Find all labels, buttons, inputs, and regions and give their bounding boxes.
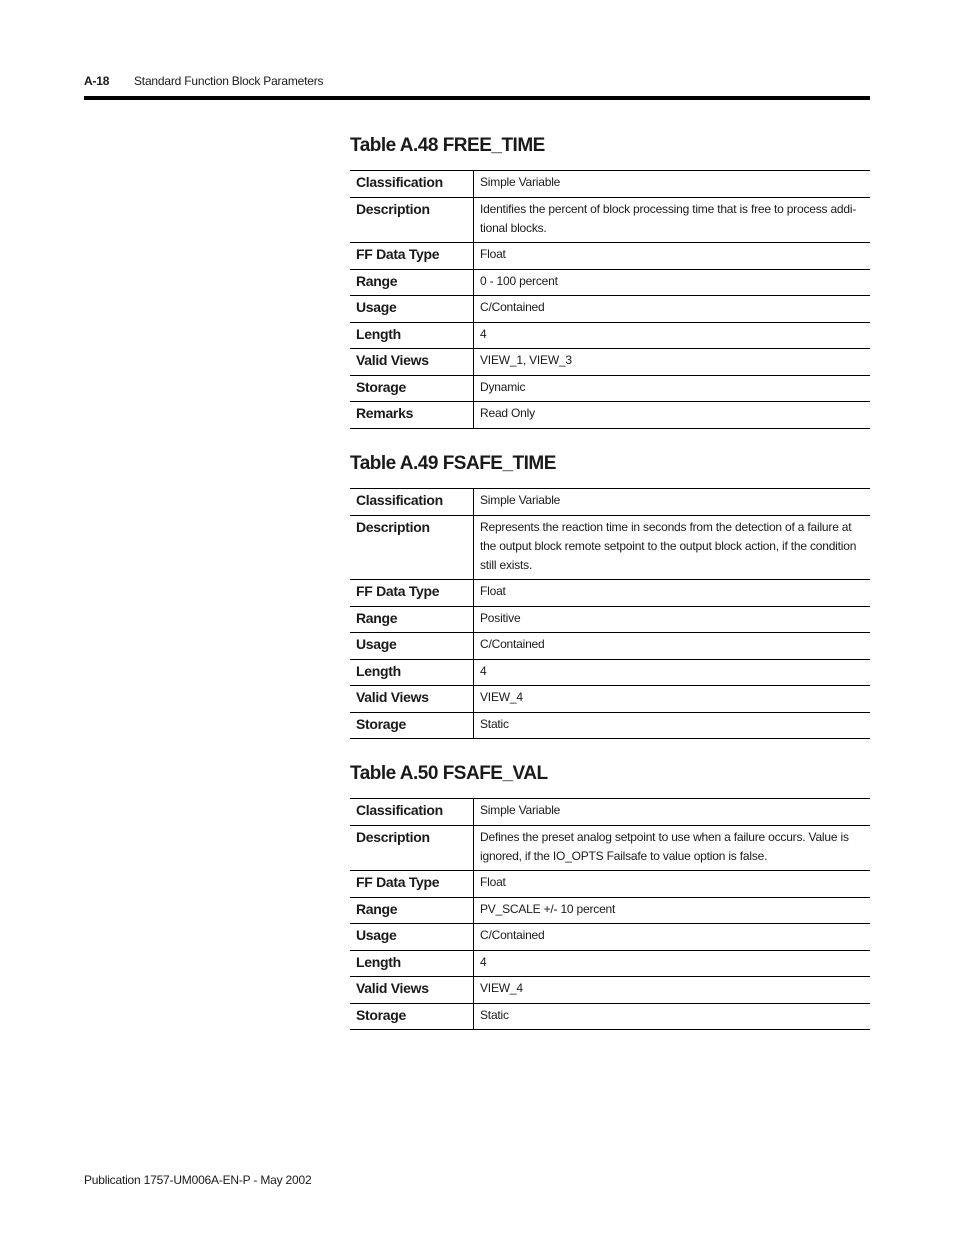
row-key: Valid Views [350, 686, 474, 713]
row-key: Length [350, 951, 474, 977]
row-key: Description [350, 826, 474, 871]
table-title: Table A.50 FSAFE_VAL [350, 763, 548, 784]
row-key: Classification [350, 171, 474, 198]
row-value: Represents the reaction time in seconds from the detection of a failure at the output block remote setpoint to the output block action, if the condition still exists. [474, 516, 871, 580]
table-row [350, 376, 870, 402]
section-title: Standard Function Block Parameters [134, 74, 324, 88]
row-key: Range [350, 898, 474, 924]
row-key: Length [350, 323, 474, 349]
table-row [350, 713, 870, 739]
table-row [350, 977, 870, 1004]
row-value: Static [474, 713, 871, 739]
row-value: C/Contained [474, 296, 871, 323]
table-row [350, 898, 870, 924]
param-table [350, 170, 870, 429]
row-key: Range [350, 607, 474, 633]
table-row [350, 686, 870, 713]
table-row [350, 951, 870, 977]
row-value: VIEW_4 [474, 977, 871, 1004]
table-row [350, 871, 870, 898]
row-key: Valid Views [350, 977, 474, 1004]
row-value: Simple Variable [474, 799, 871, 826]
row-key: FF Data Type [350, 871, 474, 898]
row-value: 4 [474, 951, 871, 977]
row-key: Remarks [350, 402, 474, 429]
header-rule [84, 96, 870, 100]
param-table [350, 798, 870, 1030]
table-row [350, 198, 870, 243]
row-key: Storage [350, 1004, 474, 1030]
row-key: Storage [350, 713, 474, 739]
table-row [350, 349, 870, 376]
row-value: Read Only [474, 402, 871, 429]
table-row [350, 607, 870, 633]
row-key: Usage [350, 633, 474, 660]
table-row [350, 799, 870, 826]
row-value: C/Contained [474, 924, 871, 951]
row-value: VIEW_4 [474, 686, 871, 713]
table-fsafe-time [350, 452, 870, 739]
table-row [350, 660, 870, 686]
row-key: Length [350, 660, 474, 686]
row-value: 4 [474, 660, 871, 686]
row-value: Defines the preset analog setpoint to use when a failure occurs. Value is ignored, if the IO_OPTS Failsafe to value option is false. [474, 826, 871, 871]
row-value: PV_SCALE +/- 10 percent [474, 898, 871, 924]
table-title: Table A.49 FSAFE_TIME [350, 453, 556, 474]
row-key: Usage [350, 924, 474, 951]
table-row [350, 243, 870, 270]
table-row [350, 924, 870, 951]
row-value: VIEW_1, VIEW_3 [474, 349, 871, 376]
row-value: Positive [474, 607, 871, 633]
table-row [350, 323, 870, 349]
param-table [350, 488, 870, 739]
row-value: Simple Variable [474, 171, 871, 198]
row-value: Dynamic [474, 376, 871, 402]
row-value: Static [474, 1004, 871, 1030]
table-free-time [350, 134, 870, 429]
row-value: 0 - 100 percent [474, 270, 871, 296]
table-row [350, 633, 870, 660]
table-row [350, 402, 870, 429]
table-row [350, 1004, 870, 1030]
table-fsafe-val [350, 762, 870, 1030]
table-row [350, 826, 870, 871]
row-key: Usage [350, 296, 474, 323]
row-key: Description [350, 516, 474, 580]
row-key: FF Data Type [350, 243, 474, 270]
table-title: Table A.48 FREE_TIME [350, 135, 545, 156]
table-row [350, 489, 870, 516]
row-value: C/Contained [474, 633, 871, 660]
row-key: Description [350, 198, 474, 243]
table-row [350, 296, 870, 323]
row-key: Range [350, 270, 474, 296]
table-row [350, 270, 870, 296]
row-value: Float [474, 243, 871, 270]
table-row [350, 516, 870, 580]
row-value: Identifies the percent of block processing time that is free to process addi-tional blocks. [474, 198, 871, 243]
row-key: Classification [350, 799, 474, 826]
row-key: FF Data Type [350, 580, 474, 607]
page-footer: Publication 1757-UM006A-EN-P - May 2002 [84, 1173, 312, 1187]
row-value: Float [474, 871, 871, 898]
page-header [84, 72, 870, 90]
row-value: Simple Variable [474, 489, 871, 516]
table-row [350, 171, 870, 198]
row-key: Valid Views [350, 349, 474, 376]
row-value: Float [474, 580, 871, 607]
row-key: Storage [350, 376, 474, 402]
row-key: Classification [350, 489, 474, 516]
page-number: A-18 [84, 74, 110, 88]
row-value: 4 [474, 323, 871, 349]
table-row [350, 580, 870, 607]
